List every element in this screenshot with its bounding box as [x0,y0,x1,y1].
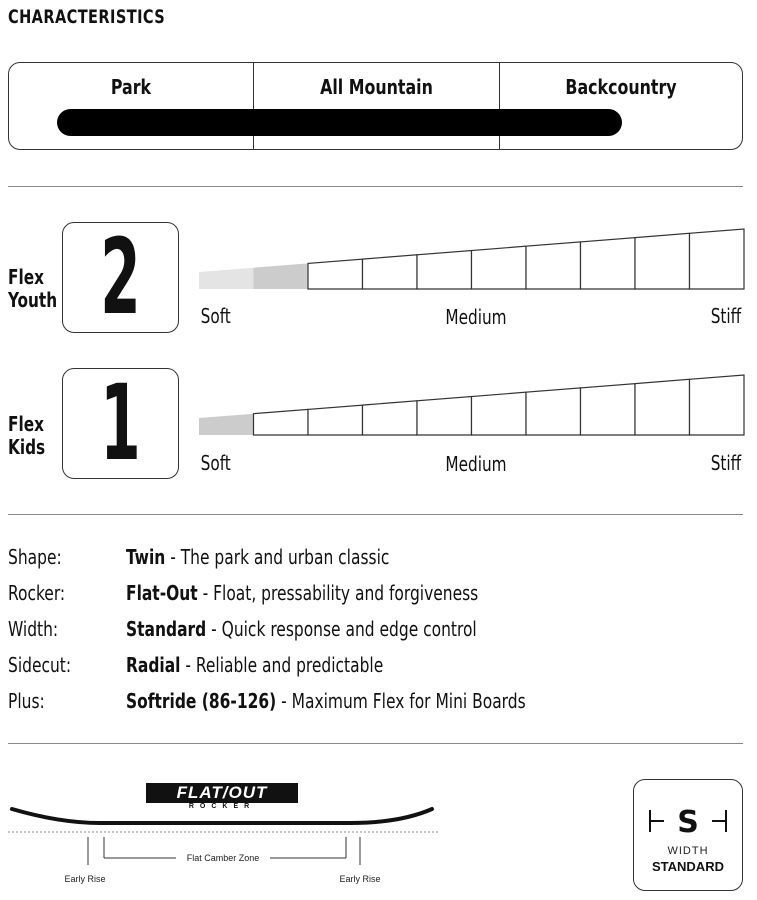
spec-desc: - Quick response and edge control [206,617,477,641]
flex-youth-label [8,266,57,312]
terrain-range-bar [57,109,622,136]
flat-camber-zone-label: Flat Camber Zone [186,853,260,863]
flex-kids-scale [198,372,748,438]
terrain-label-park: Park [110,75,152,99]
logo-top-text: FLAT/OUT [176,783,268,802]
scale-medium: Medium [445,452,507,476]
flex-label-line1: Flex [8,412,44,436]
terrain-col-backcountry [500,63,742,149]
flex-label-line2: Youth [8,288,58,312]
flex-segment-filled [254,263,309,289]
spec-value [126,578,478,608]
spec-name: Standard [126,617,207,641]
divider [8,743,743,744]
flex-segment [363,255,418,289]
flex-segment [581,238,636,289]
scale-stiff: Stiff [710,304,742,328]
flex-segment [308,259,363,289]
scale-soft: Soft [200,451,231,475]
spec-value [126,686,526,716]
flex-segment-filled [199,268,254,289]
flex-segment [526,388,581,435]
flex-segment [363,401,418,435]
flex-segment [526,242,581,289]
divider [8,186,743,187]
early-rise-left-label: Early Rise [64,874,106,884]
flex-segment [254,409,309,435]
terrain-label-all-mountain: All Mountain [320,75,433,99]
spec-desc: - The park and urban classic [165,545,390,569]
flex-youth-value: 2 [100,216,141,338]
terrain-col-park [9,63,253,149]
flex-segment [472,392,527,435]
flex-kids-label [8,413,45,459]
flex-segment [635,233,690,289]
flex-segment [690,229,745,289]
scale-medium: Medium [445,305,507,329]
terrain-chart [8,62,743,150]
page-title: CHARACTERISTICS [8,6,166,28]
board-profile [12,809,432,823]
flex-segment [635,379,690,435]
spec-key: Width: [8,617,59,641]
spec-key: Rocker: [8,581,66,605]
flex-youth-scale [198,226,748,292]
spec-value [126,650,383,680]
scale-stiff: Stiff [710,451,742,475]
flex-segment [690,375,745,435]
terrain-label-backcountry: Backcountry [565,75,677,99]
flex-segment [581,384,636,435]
flex-youth-value-box [62,216,179,338]
flex-segment [417,251,472,290]
width-symbol: S [677,805,699,840]
logo-bottom-text: ROCKER [188,803,256,810]
width-standard-badge [633,779,743,891]
flex-label-line1: Flex [8,265,44,289]
flex-label-line2: Kids [8,435,46,459]
terrain-col-all-mountain [254,63,499,149]
spec-key: Shape: [8,545,62,569]
spec-desc: - Float, pressability and forgiveness [197,581,479,605]
flex-kids-value-box [62,362,179,484]
spec-key: Sidecut: [8,653,72,677]
early-rise-right-label: Early Rise [339,874,381,884]
spec-name: Softride (86-126) [126,689,277,713]
flat-out-rocker-logo [146,783,298,810]
flex-segment [308,405,363,435]
spec-value [126,614,477,644]
spec-name: Radial [126,653,181,677]
flex-segment [472,246,527,289]
divider [8,514,743,515]
width-value: STANDARD [652,859,724,874]
spec-desc: - Reliable and predictable [180,653,384,677]
scale-soft: Soft [200,304,231,328]
spec-name: Flat-Out [126,581,198,605]
rocker-profile-diagram [0,775,460,895]
flex-segment-filled [199,414,254,435]
flex-segment [417,397,472,436]
flex-kids-value: 1 [100,362,141,484]
spec-key: Plus: [8,689,45,713]
spec-desc: - Maximum Flex for Mini Boards [276,689,526,713]
spec-name: Twin [126,545,166,569]
spec-value [126,542,389,572]
width-label: WIDTH [667,845,709,857]
width-icon [634,780,742,890]
